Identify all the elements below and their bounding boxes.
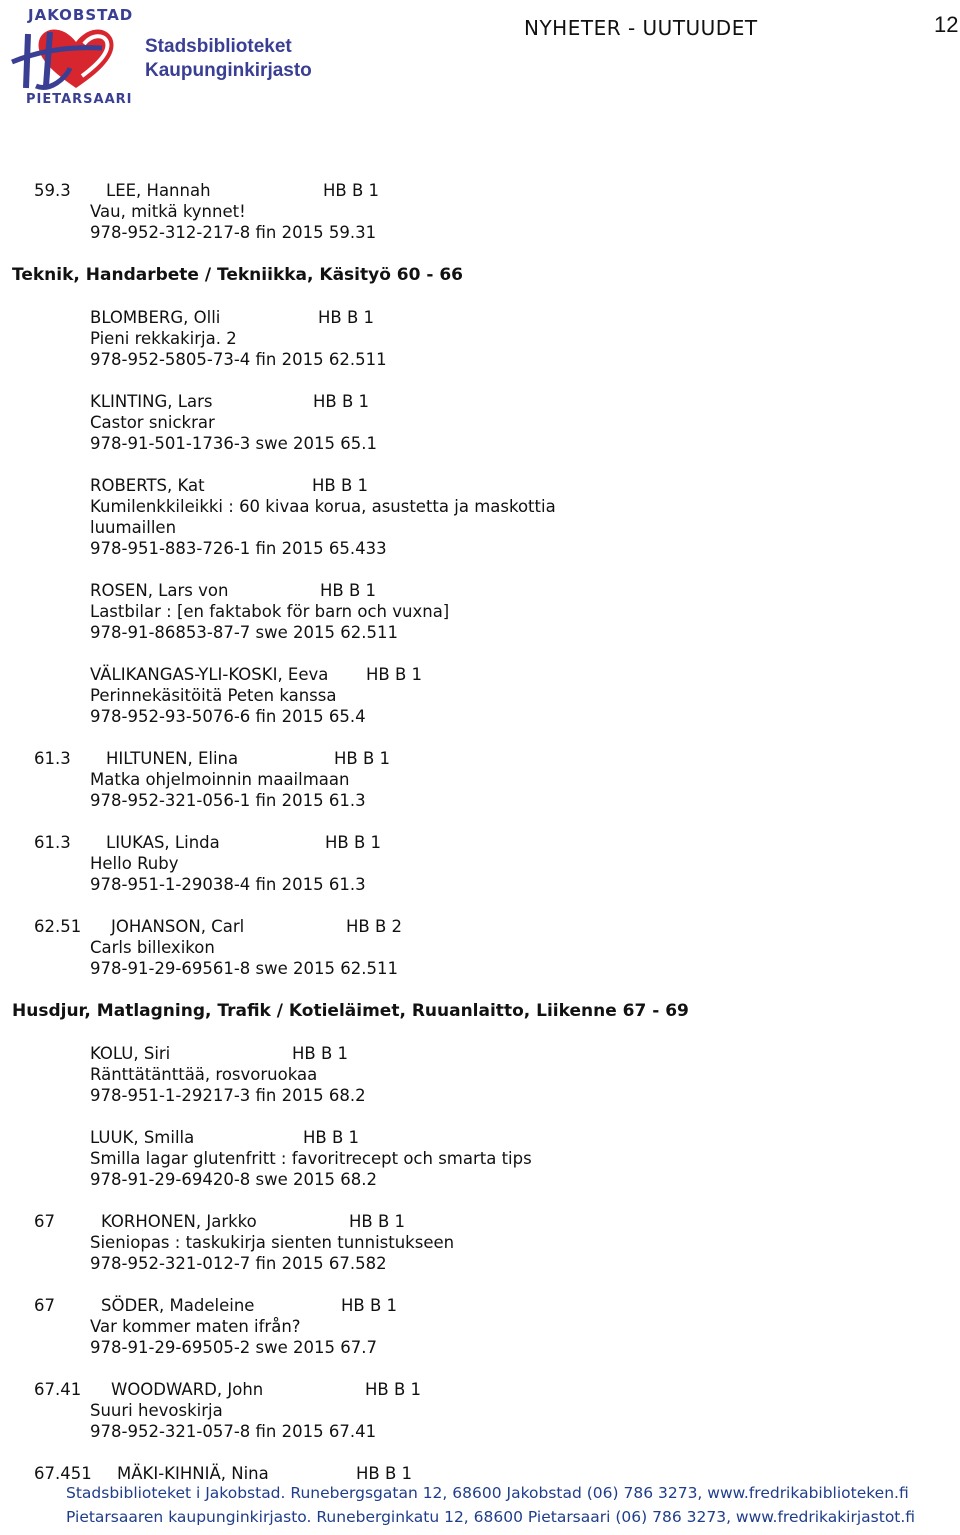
author: LEE, Hannah — [106, 181, 211, 200]
book-title: Lastbilar : [en faktabok för barn och vuxna] — [90, 602, 450, 621]
class-number: 61.3 — [34, 749, 71, 768]
author: HILTUNEN, Elina — [106, 749, 239, 768]
author: LIUKAS, Linda — [106, 833, 220, 852]
section-heading: Teknik, Handarbete / Tekniikka, Käsityö 60 - 66 — [12, 265, 464, 285]
book-title: Ränttätänttää, rosvoruokaa — [90, 1065, 318, 1084]
book-info: 978-952-312-217-8 fin 2015 59.31 — [90, 223, 377, 242]
book-info: 978-952-321-012-7 fin 2015 67.582 — [90, 1254, 387, 1273]
book-info: 978-951-1-29217-3 fin 2015 68.2 — [90, 1086, 366, 1105]
book-title: Perinnekäsitöitä Peten kanssa — [90, 686, 337, 705]
page-number: 12 — [934, 12, 959, 37]
list-item — [0, 1295, 960, 1358]
book-info: 978-952-321-056-1 fin 2015 61.3 — [90, 791, 366, 810]
book-info: 978-91-29-69420-8 swe 2015 68.2 — [90, 1170, 377, 1189]
list-item — [0, 580, 960, 643]
list-item — [0, 1043, 960, 1106]
shelf-code: HB B 1 — [334, 749, 391, 768]
book-info: 978-951-883-726-1 fin 2015 65.433 — [90, 539, 387, 558]
author: SÖDER, Madeleine — [101, 1296, 255, 1315]
book-list — [0, 180, 960, 1484]
shelf-code: HB B 1 — [356, 1464, 413, 1483]
class-number: 59.3 — [34, 181, 71, 200]
shelf-code: HB B 1 — [341, 1296, 398, 1315]
book-info: 978-952-5805-73-4 fin 2015 62.511 — [90, 350, 387, 369]
logo-bottom-text: PIETARSAARI — [26, 92, 133, 107]
shelf-code: HB B 1 — [320, 581, 377, 600]
shelf-code: HB B 1 — [325, 833, 382, 852]
list-item — [0, 307, 960, 370]
shelf-code: HB B 1 — [349, 1212, 406, 1231]
book-info: 978-951-1-29038-4 fin 2015 61.3 — [90, 875, 366, 894]
author: ROSEN, Lars von — [90, 581, 229, 600]
shelf-code: HB B 1 — [366, 665, 423, 684]
list-item — [0, 475, 960, 559]
author: KLINTING, Lars — [90, 392, 213, 411]
book-title: Suuri hevoskirja — [90, 1401, 223, 1420]
list-item — [0, 916, 960, 979]
page-title: NYHETER - UUTUUDET — [524, 16, 758, 40]
list-item — [0, 664, 960, 727]
class-number: 67 — [34, 1212, 55, 1231]
list-item — [0, 832, 960, 895]
list-item — [0, 1211, 960, 1274]
book-title: Hello Ruby — [90, 854, 179, 873]
logo-top-text: JAKOBSTAD — [28, 6, 134, 24]
class-number: 67.451 — [34, 1464, 92, 1483]
footer-swedish-address: Stadsbiblioteket i Jakobstad. Runebergsgatan 12, 68600 Jakobstad (06) 786 3273, www.fredrikabiblioteken.fi — [66, 1484, 909, 1502]
author: KORHONEN, Jarkko — [101, 1212, 257, 1231]
shelf-code: HB B 1 — [292, 1044, 349, 1063]
book-title-continued: luumaillen — [90, 518, 177, 537]
shelf-code: HB B 2 — [346, 917, 403, 936]
list-item — [0, 180, 960, 243]
book-title: Smilla lagar glutenfritt : favoritrecept och smarta tips — [90, 1149, 532, 1168]
class-number: 67 — [34, 1296, 55, 1315]
logo-name-swedish: Stadsbiblioteket — [145, 36, 292, 57]
list-item — [0, 1463, 960, 1484]
author: MÄKI-KIHNIÄ, Nina — [117, 1464, 269, 1483]
book-title: Var kommer maten ifrån? — [90, 1317, 301, 1336]
book-title: Sieniopas : taskukirja sienten tunnistukseen — [90, 1233, 455, 1252]
book-info: 978-91-29-69505-2 swe 2015 67.7 — [90, 1338, 377, 1357]
book-title: Castor snickrar — [90, 413, 215, 432]
book-info: 978-91-29-69561-8 swe 2015 62.511 — [90, 959, 398, 978]
list-item — [0, 748, 960, 811]
logo-heart-icon — [6, 22, 141, 94]
class-number: 67.41 — [34, 1380, 82, 1399]
author: WOODWARD, John — [111, 1380, 264, 1399]
book-title: Vau, mitkä kynnet! — [90, 202, 246, 221]
list-item — [0, 1127, 960, 1190]
class-number: 62.51 — [34, 917, 82, 936]
author: ROBERTS, Kat — [90, 476, 205, 495]
shelf-code: HB B 1 — [312, 476, 369, 495]
book-title: Matka ohjelmoinnin maailmaan — [90, 770, 350, 789]
book-title: Carls billexikon — [90, 938, 215, 957]
author: JOHANSON, Carl — [111, 917, 245, 936]
footer-finnish-address: Pietarsaaren kaupunginkirjasto. Runeberginkatu 12, 68600 Pietarsaari (06) 786 3273, www.fredrikakirjastot.fi — [66, 1508, 916, 1526]
author: BLOMBERG, Olli — [90, 308, 221, 327]
logo-name-finnish: Kaupunginkirjasto — [145, 60, 312, 81]
book-info: 978-91-86853-87-7 swe 2015 62.511 — [90, 623, 398, 642]
author: LUUK, Smilla — [90, 1128, 195, 1147]
shelf-code: HB B 1 — [323, 181, 380, 200]
book-info: 978-91-501-1736-3 swe 2015 65.1 — [90, 434, 377, 453]
library-logo — [6, 4, 316, 112]
class-number: 61.3 — [34, 833, 71, 852]
list-item — [0, 391, 960, 454]
shelf-code: HB B 1 — [318, 308, 375, 327]
author: KOLU, Siri — [90, 1044, 171, 1063]
shelf-code: HB B 1 — [313, 392, 370, 411]
book-title: Pieni rekkakirja. 2 — [90, 329, 237, 348]
book-title: Kumilenkkileikki : 60 kivaa korua, asustetta ja maskottia — [90, 497, 556, 516]
section-heading: Husdjur, Matlagning, Trafik / Kotieläimet, Ruuanlaitto, Liikenne 67 - 69 — [12, 1001, 689, 1021]
shelf-code: HB B 1 — [365, 1380, 422, 1399]
list-item — [0, 1379, 960, 1442]
book-info: 978-952-93-5076-6 fin 2015 65.4 — [90, 707, 366, 726]
author: VÄLIKANGAS-YLI-KOSKI, Eeva — [90, 665, 329, 684]
shelf-code: HB B 1 — [303, 1128, 360, 1147]
book-info: 978-952-321-057-8 fin 2015 67.41 — [90, 1422, 377, 1441]
